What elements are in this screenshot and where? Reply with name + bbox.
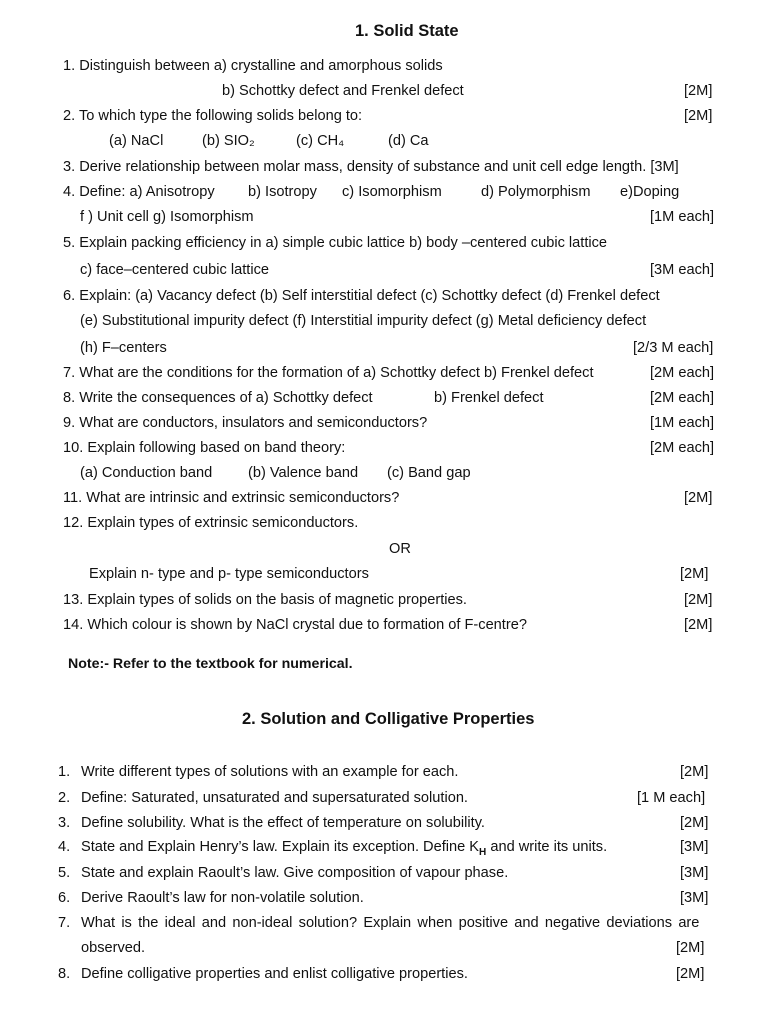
- option-c: (c) Band gap: [387, 465, 471, 481]
- question-text: Derive Raoult’s law for non-volatile solution.: [81, 890, 364, 906]
- option-c: (c) CH₄: [296, 133, 345, 149]
- question-5-c: c) face–centered cubic lattice: [80, 262, 270, 278]
- question-11: 11. What are intrinsic and extrinsic semiconductors?: [63, 490, 400, 506]
- option-b: (b) Valence band: [248, 465, 359, 481]
- question-6: 6. Explain: (a) Vacancy defect (b) Self interstitial defect (c) Schottky defect (d) Frenkel defect: [63, 288, 660, 304]
- marks: [2M]: [680, 764, 709, 780]
- marks: [2/3 M each]: [633, 340, 714, 356]
- marks: [2M]: [684, 490, 713, 506]
- question-5: 5. Explain packing efficiency in a) simple cubic lattice b) body –centered cubic lattice: [63, 235, 608, 251]
- marks: [2M each]: [650, 390, 715, 406]
- section-title-solid-state: 1. Solid State: [355, 22, 459, 40]
- option-a: (a) Conduction band: [80, 465, 213, 481]
- question-text: Define colligative properties and enlist colligative properties.: [81, 966, 468, 982]
- question-4-b: b) Isotropy: [248, 184, 317, 200]
- question-4: 4. Define: a) Anisotropy: [63, 184, 215, 200]
- question-8-b: b) Frenkel defect: [434, 390, 544, 406]
- marks: [2M each]: [650, 440, 715, 456]
- item-number: 1.: [58, 764, 71, 780]
- question-3: 3. Derive relationship between molar mass, density of substance and unit cell edge length. [3M]: [63, 159, 679, 175]
- marks: [2M each]: [650, 365, 715, 381]
- marks: [2M]: [684, 617, 713, 633]
- marks: [2M]: [684, 108, 713, 124]
- kh-subscript: H: [479, 846, 487, 858]
- question-text: Define: Saturated, unsaturated and supersaturated solution.: [81, 790, 468, 806]
- marks: [2M]: [676, 940, 705, 956]
- item-number: 4.: [58, 839, 71, 855]
- question-14: 14. Which colour is shown by NaCl crystal due to formation of F-centre?: [63, 617, 527, 633]
- question-text: State and explain Raoult’s law. Give composition of vapour phase.: [81, 865, 509, 881]
- marks: [2M]: [684, 83, 713, 99]
- question-text: [81, 838, 607, 862]
- marks: [3M]: [680, 865, 709, 881]
- question-6-cont: (e) Substitutional impurity defect (f) Interstitial impurity defect (g) Metal deficiency defect: [80, 313, 647, 329]
- marks: [1 M each]: [637, 790, 706, 806]
- question-text: What is the ideal and non-ideal solution? Explain when positive and negative deviations are: [81, 915, 700, 931]
- question-text-cont: observed.: [81, 940, 146, 956]
- marks: [3M]: [680, 839, 709, 855]
- item-number: 6.: [58, 890, 71, 906]
- question-2: 2. To which type the following solids belong to:: [63, 108, 363, 124]
- question-text: Define solubility. What is the effect of temperature on solubility.: [81, 815, 485, 831]
- option-d: (d) Ca: [388, 133, 429, 149]
- question-text: Write different types of solutions with an example for each.: [81, 764, 459, 780]
- option-a: (a) NaCl: [109, 133, 164, 149]
- item-number: 2.: [58, 790, 71, 806]
- marks: [1M each]: [650, 415, 715, 431]
- marks: [2M]: [684, 592, 713, 608]
- marks: [1M each]: [650, 209, 715, 225]
- question-9: 9. What are conductors, insulators and semiconductors?: [63, 415, 428, 431]
- question-4-d: d) Polymorphism: [481, 184, 591, 200]
- question-1-part-b: b) Schottky defect and Frenkel defect: [222, 83, 464, 99]
- marks: [2M]: [680, 566, 709, 582]
- question-1: 1. Distinguish between a) crystalline and amorphous solids: [63, 58, 443, 74]
- item-number: 8.: [58, 966, 71, 982]
- item-number: 3.: [58, 815, 71, 831]
- item-number: 5.: [58, 865, 71, 881]
- question-6-h: (h) F–centers: [80, 340, 167, 356]
- question-4-c: c) Isomorphism: [342, 184, 442, 200]
- marks: [3M]: [680, 890, 709, 906]
- section-title-solutions: 2. Solution and Colligative Properties: [242, 710, 535, 728]
- question-7: 7. What are the conditions for the formation of a) Schottky defect b) Frenkel defect: [63, 365, 594, 381]
- question-13: 13. Explain types of solids on the basis of magnetic properties.: [63, 592, 467, 608]
- question-12-alt: Explain n- type and p- type semiconductors: [89, 566, 369, 582]
- henry-text-end: and write its units.: [486, 839, 608, 855]
- marks: [2M]: [680, 815, 709, 831]
- question-4-e: e)Doping: [620, 184, 680, 200]
- question-12: 12. Explain types of extrinsic semiconductors.: [63, 515, 359, 531]
- henry-text: State and Explain Henry’s law. Explain its exception. Define K: [81, 839, 480, 855]
- question-4-f: f ) Unit cell g) Isomorphism: [80, 209, 254, 225]
- question-10: 10. Explain following based on band theory:: [63, 440, 346, 456]
- marks: [2M]: [676, 966, 705, 982]
- item-number: 7.: [58, 915, 71, 931]
- question-8: 8. Write the consequences of a) Schottky defect: [63, 390, 373, 406]
- or-separator: OR: [389, 541, 411, 557]
- marks: [3M each]: [650, 262, 715, 278]
- option-b: (b) SIO₂: [202, 133, 255, 149]
- note: Note:- Refer to the textbook for numerical.: [68, 656, 353, 672]
